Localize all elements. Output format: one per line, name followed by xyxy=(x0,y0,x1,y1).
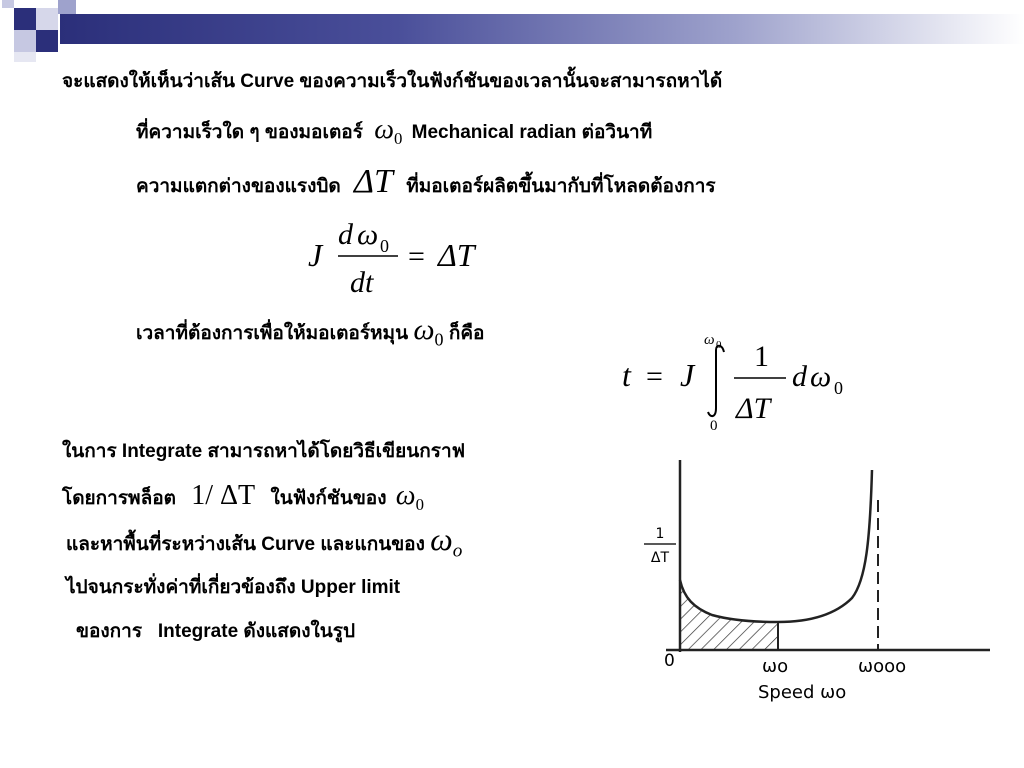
eq2-upper-sub: 0 xyxy=(716,339,722,351)
eq2-t: t xyxy=(622,357,631,393)
x-axis-label: Speed ωo xyxy=(758,682,847,703)
inverse-torque-curve xyxy=(680,470,872,622)
eq1-J: J xyxy=(308,237,323,273)
intro-text-line-3 xyxy=(136,163,716,200)
header-square xyxy=(2,0,14,8)
omega-zero-symbol: $\omega_0$ xyxy=(395,480,424,514)
tick-omega-o: ωo xyxy=(762,656,789,677)
omega-zero-symbol: $\omega_0$ xyxy=(374,114,403,148)
eq1-num-d: d xyxy=(338,218,353,251)
omega-zero-symbol: $\omega_0$ xyxy=(413,313,444,350)
y-label-denominator: ΔT xyxy=(650,550,670,566)
integral-sign xyxy=(708,346,724,416)
text-line-7: และหาพื้นที่ระหว่างเส้น Curve และแกนของ xyxy=(66,534,425,555)
header-square xyxy=(58,0,76,14)
header-square xyxy=(14,8,36,30)
text-line-4-post: ก็คือ xyxy=(448,323,485,344)
origin-label: 0 xyxy=(664,651,675,671)
text-line-5: ในการ Integrate สามารถหาได้โดยวิธีเขียนกราฟ xyxy=(62,441,466,462)
eq2-omega: ω xyxy=(810,360,832,393)
text-line-6-pre: โดยการพล็อต xyxy=(62,488,176,509)
speed-graph xyxy=(620,450,1000,710)
method-text-line-4 xyxy=(66,576,400,600)
torque-equation xyxy=(300,210,500,300)
eq2-J: J xyxy=(680,357,695,393)
eq1-num-omega: ω xyxy=(357,218,379,251)
eq2-den: ΔT xyxy=(736,392,771,425)
hatched-area xyxy=(680,580,778,650)
method-text-line-5 xyxy=(76,620,355,644)
eq2-num: 1 xyxy=(754,340,769,373)
delta-t-symbol: ΔT xyxy=(354,163,393,200)
eq2-equals: = xyxy=(646,360,663,393)
text-line-1: จะแสดงให้เห็นว่าเส้น Curve ของความเร็วในฟังก์ชันของเวลานั้นจะสามารถหาได้ xyxy=(62,71,723,92)
eq2-upper-limit: ω xyxy=(704,332,715,348)
eq1-num-sub: 0 xyxy=(380,236,389,256)
eq1-den: dt xyxy=(350,266,374,299)
text-line-3-post: ที่มอเตอร์ผลิตขึ้นมากับที่โหลดต้องการ xyxy=(406,176,716,197)
slide-header-decoration xyxy=(0,0,1024,64)
header-square xyxy=(14,52,36,62)
inverse-delta-t-symbol: 1/ ΔT xyxy=(191,480,256,511)
intro-text-line-1 xyxy=(62,70,722,94)
text-line-6-post: ในฟังก์ชันของ xyxy=(270,488,387,509)
intro-text-line-4 xyxy=(136,313,485,351)
header-gradient-band xyxy=(60,14,1024,44)
header-square xyxy=(36,8,58,30)
method-text-line-3 xyxy=(66,521,463,564)
text-line-2-pre: ที่ความเร็วใด ๆ ของมอเตอร์ xyxy=(136,122,363,143)
intro-text-line-2 xyxy=(136,114,653,151)
header-square xyxy=(36,30,58,52)
eq1-equals: = xyxy=(408,240,425,273)
eq2-lower-limit: 0 xyxy=(710,418,718,434)
tick-omega-ooo: ωooo xyxy=(858,656,907,677)
text-line-9: ของการ Integrate ดังแสดงในรูป xyxy=(76,621,356,642)
eq1-rhs: ΔT xyxy=(438,237,475,273)
eq2-omega-sub: 0 xyxy=(834,378,843,398)
method-text-line-2 xyxy=(62,480,424,517)
text-line-8: ไปจนกระทั่งค่าที่เกี่ยวข้องถึง Upper limit xyxy=(66,577,401,598)
method-text-line-1 xyxy=(62,440,465,464)
eq2-d: d xyxy=(792,360,807,393)
text-line-4-pre: เวลาที่ต้องการเพื่อให้มอเตอร์หมุน xyxy=(136,323,409,344)
omega-o-symbol: $\omega_o$ xyxy=(430,521,463,562)
text-line-2-post: Mechanical radian ต่อวินาที xyxy=(411,122,653,143)
header-square xyxy=(14,30,36,52)
text-line-3-pre: ความแตกต่างของแรงบิด xyxy=(136,176,341,197)
y-label-numerator: 1 xyxy=(655,526,665,542)
time-integral-equation xyxy=(612,326,862,438)
